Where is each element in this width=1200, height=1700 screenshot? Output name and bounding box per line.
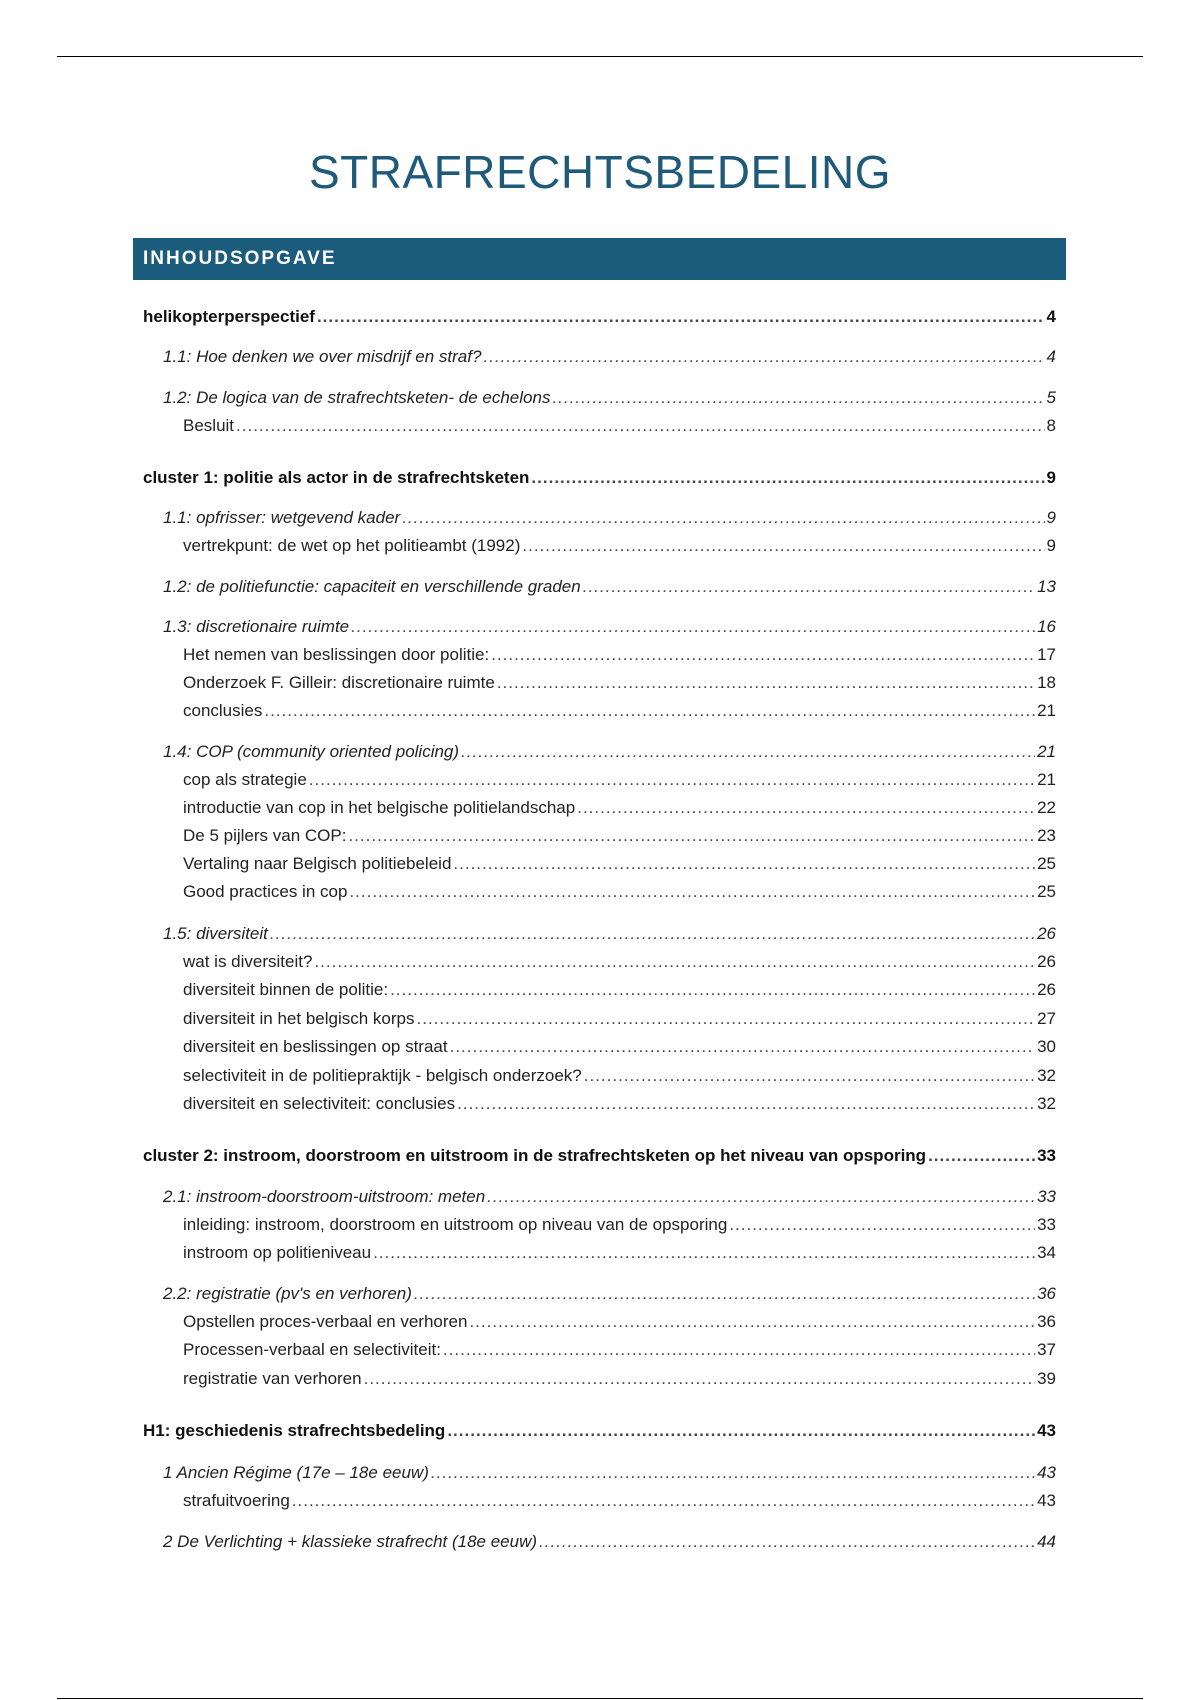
toc-entry-section[interactable]: 1 Ancien Régime (17e – 18e eeuw) ..... 43: [163, 1462, 1056, 1484]
toc-entry-subsection[interactable]: inleiding: instroom, doorstroom en uitstroom op niveau van de opsporing ..... 33: [183, 1214, 1056, 1236]
toc-entry-section[interactable]: 2.1: instroom-doorstroom-uitstroom: meten ..... 33: [163, 1186, 1056, 1208]
toc-entry-section[interactable]: 1.5: diversiteit ..... 26: [163, 923, 1056, 945]
toc-entry-subsection[interactable]: cop als strategie ..... 21: [183, 769, 1056, 791]
toc-entry-subsection[interactable]: introductie van cop in het belgische politielandschap ..... 22: [183, 797, 1056, 819]
toc-entry-chapter[interactable]: cluster 2: instroom, doorstroom en uitstroom in de strafrechtsketen op het niveau van opsporing ..... 33: [143, 1145, 1056, 1167]
toc-entry-subsection[interactable]: diversiteit en beslissingen op straat ..... 30: [183, 1036, 1056, 1058]
toc-entry-subsection[interactable]: strafuitvoering ..... 43: [183, 1490, 1056, 1512]
toc-entry-subsection[interactable]: Besluit ..... 8: [183, 415, 1056, 437]
toc-entry-section[interactable]: 2.2: registratie (pv's en verhoren) ..... 36: [163, 1283, 1056, 1305]
toc-entry-chapter[interactable]: H1: geschiedenis strafrechtsbedeling ..... 43: [143, 1420, 1056, 1442]
toc-entry-chapter[interactable]: helikopterperspectief ..... 4: [143, 306, 1056, 328]
toc-entry-section[interactable]: 1.2: De logica van de strafrechtsketen- de echelons ..... 5: [163, 387, 1056, 409]
toc-entry-section[interactable]: 1.2: de politiefunctie: capaciteit en verschillende graden ..... 13: [163, 576, 1056, 598]
toc-entry-subsection[interactable]: Good practices in cop ..... 25: [183, 881, 1056, 903]
toc-entry-section[interactable]: 1.1: opfrisser: wetgevend kader ..... 9: [163, 507, 1056, 529]
toc-entry-subsection[interactable]: diversiteit binnen de politie: ..... 26: [183, 979, 1056, 1001]
toc-entry-subsection[interactable]: Processen-verbaal en selectiviteit: ..... 37: [183, 1339, 1056, 1361]
toc-entry-subsection[interactable]: Opstellen proces-verbaal en verhoren ..... 36: [183, 1311, 1056, 1333]
toc-entry-section[interactable]: 1.4: COP (community oriented policing) ..... 21: [163, 741, 1056, 763]
toc-entry-section[interactable]: 2 De Verlichting + klassieke strafrecht (18e eeuw) ..... 44: [163, 1531, 1056, 1553]
toc-entry-section[interactable]: 1.3: discretionaire ruimte ..... 16: [163, 616, 1056, 638]
footer-rule: [57, 1698, 1143, 1699]
document-title: STRAFRECHTSBEDELING: [308, 146, 892, 198]
toc-entry-subsection[interactable]: diversiteit en selectiviteit: conclusies ..... 32: [183, 1093, 1056, 1115]
toc-entry-subsection[interactable]: wat is diversiteit? ..... 26: [183, 951, 1056, 973]
toc-entry-subsection[interactable]: Onderzoek F. Gilleir: discretionaire ruimte ..... 18: [183, 672, 1056, 694]
toc-entry-subsection[interactable]: selectiviteit in de politiepraktijk - belgisch onderzoek? ..... 32: [183, 1065, 1056, 1087]
toc-entry-subsection[interactable]: diversiteit in het belgisch korps ..... 27: [183, 1008, 1056, 1030]
toc-entry-subsection[interactable]: Vertaling naar Belgisch politiebeleid ..... 25: [183, 853, 1056, 875]
toc-entry-subsection[interactable]: De 5 pijlers van COP: ..... 23: [183, 825, 1056, 847]
toc-entry-subsection[interactable]: conclusies ..... 21: [183, 700, 1056, 722]
toc-entry-subsection[interactable]: Het nemen van beslissingen door politie: ..... 17: [183, 644, 1056, 666]
toc-entry-subsection[interactable]: registratie van verhoren ..... 39: [183, 1368, 1056, 1390]
toc-entry-subsection[interactable]: vertrekpunt: de wet op het politieambt (1992) ..... 9: [183, 535, 1056, 557]
toc-entry-section[interactable]: 1.1: Hoe denken we over misdrijf en straf? ..... 4: [163, 346, 1056, 368]
toc-entry-subsection[interactable]: instroom op politieniveau ..... 34: [183, 1242, 1056, 1264]
toc-entry-chapter[interactable]: cluster 1: politie als actor in de strafrechtsketen ..... 9: [143, 467, 1056, 489]
toc-heading: INHOUDSOPGAVE: [143, 248, 337, 269]
